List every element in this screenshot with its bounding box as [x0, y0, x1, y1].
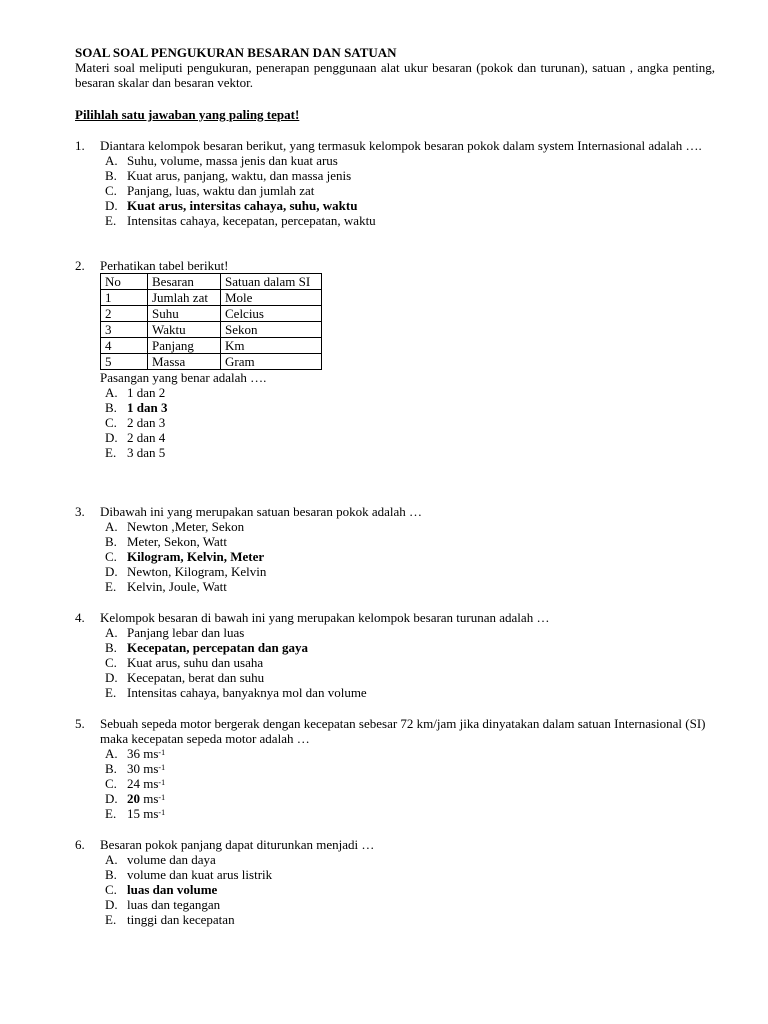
- option-letter: B.: [105, 761, 117, 776]
- option-letter: B.: [105, 640, 117, 655]
- option-text: 1 dan 3: [127, 400, 168, 415]
- table-header-row: [101, 274, 322, 290]
- option-text: Meter, Sekon, Watt: [127, 534, 228, 549]
- option-d: [105, 430, 735, 445]
- question-3: [75, 504, 735, 594]
- options-list: [105, 852, 735, 927]
- options-list: [105, 153, 735, 228]
- option-letter: D.: [105, 670, 118, 685]
- option-b-correct: [105, 640, 735, 655]
- document-title: SOAL SOAL PENGUKURAN BESARAN DAN SATUAN: [75, 45, 397, 60]
- table-cell: Km: [221, 338, 322, 354]
- table-row: [101, 306, 322, 322]
- option-d: [105, 670, 735, 685]
- option-letter: A.: [105, 153, 118, 168]
- option-letter: D.: [105, 430, 118, 445]
- option-letter: D.: [105, 897, 118, 912]
- option-letter: C.: [105, 549, 117, 564]
- option-e: [105, 579, 735, 594]
- option-letter: A.: [105, 385, 118, 400]
- table-cell: Sekon: [221, 322, 322, 338]
- table-cell: 2: [101, 306, 148, 322]
- option-value: 15: [127, 806, 140, 821]
- option-text: tinggi dan kecepatan: [127, 912, 235, 927]
- table-cell: Massa: [148, 354, 221, 370]
- option-e: [105, 213, 735, 228]
- question-text: Besaran pokok panjang dapat diturunkan menjadi …: [100, 837, 375, 852]
- option-e: [105, 912, 735, 927]
- option-b: [105, 534, 735, 549]
- option-e: [105, 445, 735, 460]
- option-text: Kilogram, Kelvin, Meter: [127, 549, 265, 564]
- question-text: Kelompok besaran di bawah ini yang merupakan kelompok besaran turunan adalah …: [100, 610, 550, 625]
- option-text: Kecepatan, percepatan dan gaya: [127, 640, 309, 655]
- option-text: Newton ,Meter, Sekon: [127, 519, 245, 534]
- option-d-correct: [105, 791, 735, 806]
- table-row: [101, 290, 322, 306]
- intro-paragraph: Materi soal meliputi pengukuran, penerapan penggunaan alat ukur besaran (pokok dan turunan), satuan , angka penting, besaran skalar dan besaran vektor.: [75, 60, 715, 90]
- option-exponent: -1: [158, 748, 166, 757]
- table-cell: 3: [101, 322, 148, 338]
- table-header-cell: Besaran: [148, 274, 221, 290]
- option-letter: E.: [105, 912, 117, 927]
- option-letter: A.: [105, 746, 118, 761]
- option-text: volume dan daya: [127, 852, 216, 867]
- option-a: [105, 153, 735, 168]
- option-letter: C.: [105, 776, 117, 791]
- option-b: [105, 168, 735, 183]
- option-letter: B.: [105, 867, 117, 882]
- table-row: [101, 338, 322, 354]
- option-b: [105, 867, 735, 882]
- option-c: [105, 776, 735, 791]
- option-letter: B.: [105, 400, 117, 415]
- option-letter: E.: [105, 685, 117, 700]
- table-row: [101, 354, 322, 370]
- option-text: volume dan kuat arus listrik: [127, 867, 273, 882]
- options-list: [105, 746, 735, 821]
- question-prompt: Pasangan yang benar adalah ….: [100, 370, 267, 385]
- option-text: Panjang, luas, waktu dan jumlah zat: [127, 183, 315, 198]
- option-text: 2 dan 4: [127, 430, 166, 445]
- option-text: 3 dan 5: [127, 445, 166, 460]
- option-letter: D.: [105, 564, 118, 579]
- table-cell: Panjang: [148, 338, 221, 354]
- option-text: Kuat arus, panjang, waktu, dan massa jenis: [127, 168, 352, 183]
- question-6: [75, 837, 735, 927]
- option-exponent: -1: [158, 763, 166, 772]
- option-text: luas dan volume: [127, 882, 218, 897]
- option-letter: A.: [105, 625, 118, 640]
- question-4: [75, 610, 735, 700]
- question-text: Perhatikan tabel berikut!: [100, 258, 229, 273]
- option-letter: E.: [105, 445, 117, 460]
- option-e: [105, 685, 735, 700]
- question-number: 6.: [75, 837, 85, 852]
- option-letter: A.: [105, 852, 118, 867]
- option-letter: D.: [105, 198, 118, 213]
- question-text: Sebuah sepeda motor bergerak dengan kecepatan sebesar 72 km/jam jika dinyatakan dalam satuan Internasional (SI) maka kecepatan sepeda motor adalah …: [100, 716, 706, 746]
- option-text: Suhu, volume, massa jenis dan kuat arus: [127, 153, 338, 168]
- question-text: Diantara kelompok besaran berikut, yang termasuk kelompok besaran pokok dalam system Internasional adalah ….: [100, 138, 702, 153]
- table-cell: Suhu: [148, 306, 221, 322]
- option-unit: ms: [143, 761, 159, 776]
- option-letter: B.: [105, 168, 117, 183]
- option-value: 30: [127, 761, 140, 776]
- question-number: 4.: [75, 610, 85, 625]
- table-header-cell: No: [101, 274, 148, 290]
- option-c-correct: [105, 882, 735, 897]
- option-unit: ms: [143, 806, 159, 821]
- option-unit: ms: [143, 791, 159, 806]
- option-exponent: -1: [158, 808, 166, 817]
- question-number: 1.: [75, 138, 85, 153]
- table-cell: Celcius: [221, 306, 322, 322]
- option-text: Panjang lebar dan luas: [127, 625, 245, 640]
- option-c: [105, 415, 735, 430]
- option-text: Intensitas cahaya, kecepatan, percepatan, waktu: [127, 213, 376, 228]
- table-cell: 4: [101, 338, 148, 354]
- option-letter: D.: [105, 791, 118, 806]
- option-letter: C.: [105, 882, 117, 897]
- data-table: [100, 273, 322, 370]
- table-cell: Waktu: [148, 322, 221, 338]
- option-c: [105, 183, 735, 198]
- table-header-cell: Satuan dalam SI: [221, 274, 322, 290]
- option-text: 1 dan 2: [127, 385, 166, 400]
- question-number: 3.: [75, 504, 85, 519]
- table-cell: Gram: [221, 354, 322, 370]
- option-exponent: -1: [158, 778, 166, 787]
- table-cell: Jumlah zat: [148, 290, 221, 306]
- question-5: [75, 716, 735, 821]
- question-number: 2.: [75, 258, 85, 273]
- option-e: [105, 806, 735, 821]
- option-unit: ms: [143, 776, 159, 791]
- option-text: luas dan tegangan: [127, 897, 221, 912]
- option-a: [105, 625, 735, 640]
- option-text: 2 dan 3: [127, 415, 166, 430]
- question-1: [75, 138, 735, 228]
- option-exponent: -1: [158, 793, 166, 802]
- table-cell: 1: [101, 290, 148, 306]
- option-text: Kuat arus, suhu dan usaha: [127, 655, 264, 670]
- option-letter: E.: [105, 213, 117, 228]
- option-value: 20: [127, 791, 140, 806]
- option-letter: C.: [105, 183, 117, 198]
- option-letter: E.: [105, 579, 117, 594]
- option-text: Kuat arus, intersitas cahaya, suhu, waktu: [127, 198, 358, 213]
- option-c-correct: [105, 549, 735, 564]
- options-list: [105, 519, 735, 594]
- option-unit: ms: [143, 746, 159, 761]
- option-letter: C.: [105, 415, 117, 430]
- option-c: [105, 655, 735, 670]
- options-list: [105, 385, 735, 460]
- option-a: [105, 385, 735, 400]
- option-letter: C.: [105, 655, 117, 670]
- option-letter: B.: [105, 534, 117, 549]
- option-d: [105, 564, 735, 579]
- option-d-correct: [105, 198, 735, 213]
- table-cell: Mole: [221, 290, 322, 306]
- option-text: Intensitas cahaya, banyaknya mol dan volume: [127, 685, 367, 700]
- question-2: [75, 258, 735, 460]
- option-text: Kecepatan, berat dan suhu: [127, 670, 265, 685]
- option-a: [105, 746, 735, 761]
- instruction-text: Pilihlah satu jawaban yang paling tepat!: [75, 107, 300, 122]
- option-letter: A.: [105, 519, 118, 534]
- question-text: Dibawah ini yang merupakan satuan besaran pokok adalah …: [100, 504, 423, 519]
- option-text: Kelvin, Joule, Watt: [127, 579, 227, 594]
- options-list: [105, 625, 735, 700]
- table-cell: 5: [101, 354, 148, 370]
- option-b-correct: [105, 400, 735, 415]
- option-a: [105, 519, 735, 534]
- option-a: [105, 852, 735, 867]
- option-letter: E.: [105, 806, 117, 821]
- option-text: Newton, Kilogram, Kelvin: [127, 564, 267, 579]
- option-b: [105, 761, 735, 776]
- option-value: 36: [127, 746, 140, 761]
- table-row: [101, 322, 322, 338]
- question-number: 5.: [75, 716, 85, 731]
- option-value: 24: [127, 776, 140, 791]
- option-d: [105, 897, 735, 912]
